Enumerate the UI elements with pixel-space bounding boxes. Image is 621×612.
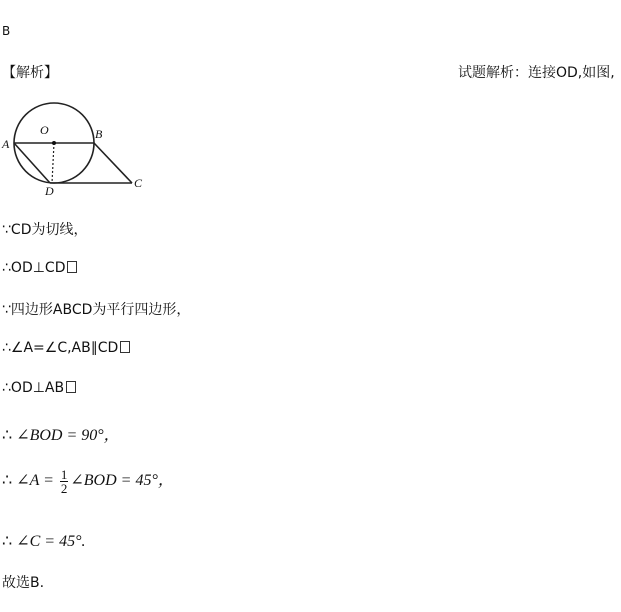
missing-glyph-box	[67, 261, 77, 273]
label-d: D	[45, 184, 54, 198]
step-post: ∠BOD = 45°，	[70, 472, 174, 489]
step-7	[2, 467, 174, 495]
step-2	[2, 260, 77, 276]
missing-glyph-box	[120, 341, 130, 353]
segment-od	[52, 143, 54, 183]
step-text: OD⊥AB	[10, 380, 65, 396]
step-lead: ∴	[2, 260, 11, 276]
step-text: ∠BOD = 90°，	[16, 427, 120, 444]
step-pre: ∠A =	[16, 472, 58, 489]
step-3	[2, 299, 190, 319]
analysis-intro: 试题解析：连接OD,如图,	[458, 65, 615, 81]
geometry-figure	[0, 98, 160, 198]
step-text: ∠C = 45°.	[16, 533, 86, 550]
label-a: A	[2, 137, 10, 151]
step-lead: ∴	[2, 533, 13, 550]
step-6	[2, 422, 120, 445]
center-point	[52, 141, 56, 145]
step-lead: ∴	[2, 340, 11, 356]
step-lead: ∴	[2, 380, 11, 396]
missing-glyph-box	[66, 381, 76, 393]
step-1	[2, 219, 87, 239]
answer-letter: B	[2, 24, 11, 38]
fraction-one-half	[60, 468, 69, 495]
step-lead: ∵	[2, 302, 11, 318]
label-b: B	[95, 127, 103, 141]
conclusion: 故选B.	[2, 575, 45, 591]
step-text: 四边形ABCD为平行四边形，	[10, 302, 191, 318]
segment-bc	[94, 143, 132, 183]
step-text: CD为切线，	[10, 222, 88, 238]
label-c: C	[134, 176, 143, 190]
step-lead: ∵	[2, 222, 11, 238]
step-lead: ∴	[2, 427, 13, 444]
label-o: O	[40, 123, 49, 137]
fraction-numerator: 1	[60, 466, 68, 482]
step-text: OD⊥CD	[10, 260, 66, 276]
step-8	[2, 531, 85, 551]
step-text: ∠A=∠C,AB∥CD	[10, 340, 119, 356]
step-4	[2, 340, 130, 356]
step-5	[2, 380, 76, 396]
analysis-tag: 【解析】	[2, 65, 58, 81]
fraction-denominator: 2	[60, 480, 68, 496]
step-lead: ∴	[2, 472, 13, 489]
